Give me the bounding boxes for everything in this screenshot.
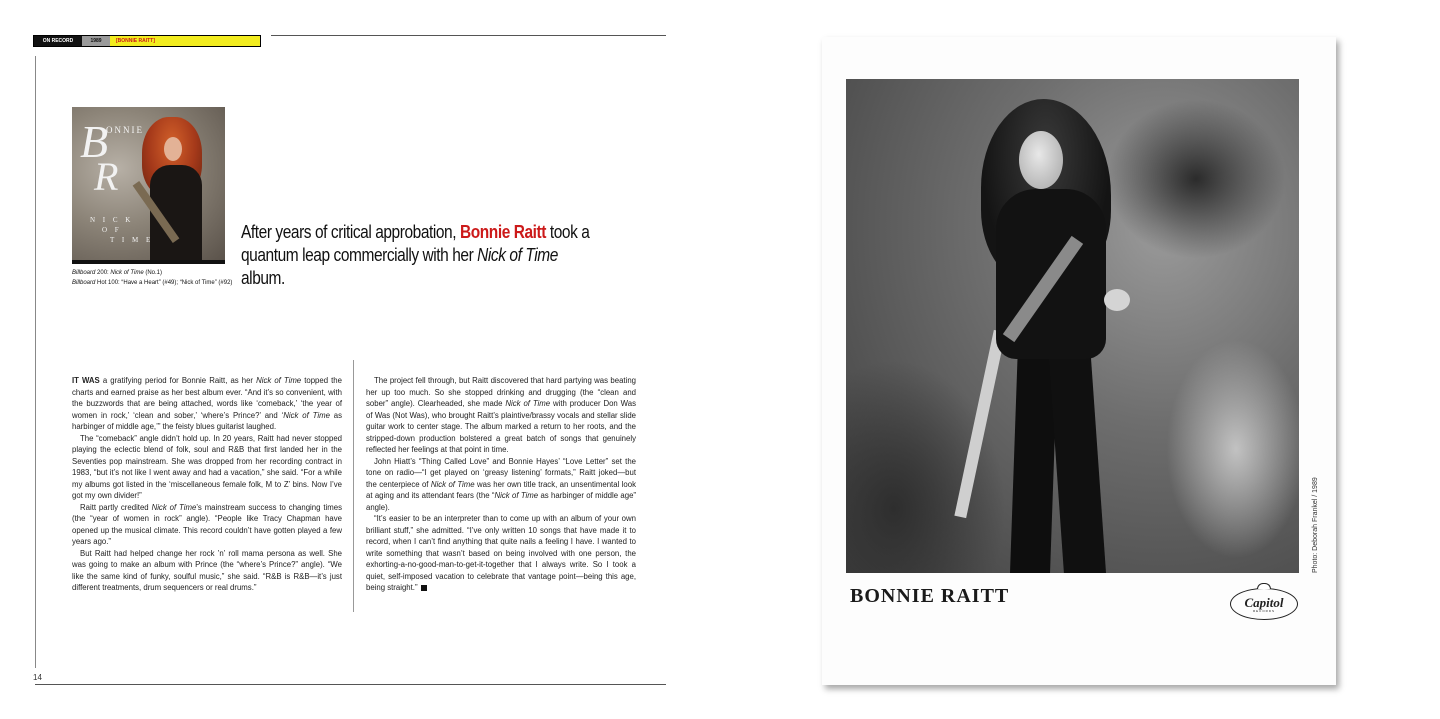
- article-column-1: [72, 375, 342, 594]
- article-paragraph: The project fell through, but Raitt discovered that hard partying was beating her up too much. So she stopped drinking and drugging (the “clean and sober” angle). Clearheaded, she made Nick of Time with producer Don Was of Was (Not Was), who brought Raitt’s plaintive/brassy vocals and stellar slide guitar work to center stage. The album marked a return to her roots, and the stripped-down production bolstered a great batch of songs that genuinely reflected her feelings at that point in time.: [366, 376, 636, 454]
- album-cover-image: [72, 107, 225, 260]
- section-label: ON RECORD: [34, 36, 82, 46]
- article-paragraph: The “comeback” angle didn’t hold up. In 20 years, Raitt had never stopped playing the eclectic blend of folk, soul and R&B that first landed her in the Seventies pop mainstream. She was dropped from her recording contract in 1983, “but it’s not like I went away and had a vacation,” she said. “For a while my albums got listed in the ‘miscellaneous female folk, M to Z’ bins. Now I’ve got my own divider!”: [72, 433, 342, 500]
- article-paragraph: John Hiatt’s “Thing Called Love” and Bonnie Hayes’ “Love Letter” set the tone on radio—“I get played on ‘greasy listening’ formats,” Raitt joked—but the centerpiece of Nick of Time was her own title track, an unsentimental look at aging and its attendant fears (the “Nick of Time as harbinger of middle age” angle).: [366, 456, 636, 512]
- cover-artist-text: ONNIE: [106, 125, 144, 135]
- card-artist-name: BONNIE RAITT: [850, 585, 1010, 607]
- article-paragraph: But Raitt had helped change her rock ’n’ roll mama persona as well. She was going to make an album with Prince (the “where’s Prince?” angle). “We like the same kind of funky, soulful music,” she said. “R&B is R&B—it’s just different treatments, drum sequencers or real drums.”: [72, 548, 342, 592]
- chart-positions: [72, 268, 232, 288]
- left-margin-rule: [35, 56, 36, 668]
- cover-title-line: O F: [102, 226, 122, 234]
- photo-hand: [1104, 289, 1130, 311]
- article-paragraph: “It’s easier to be an interpreter than to come up with an album of your own brilliant stuff,” she admitted. “I’ve only written 10 songs that have made it to record, when I can’t find anything that quite nails a feeling I have. I wanted to write something that wasn’t based on being involved with one person, the exhorting-a-no-good-man-to-get-it-together that I always write. So I took a quiet, self-imposed vacation to celebrate that vantage point—being this age, being straight.”: [366, 514, 636, 592]
- bottom-rule: [35, 684, 666, 685]
- page-number: 14: [33, 673, 42, 682]
- cover-initial-r: R: [94, 154, 119, 199]
- cover-title-line: T I M E: [110, 236, 154, 244]
- photo-leg: [1048, 338, 1107, 573]
- chart-line-singles: Billboard Hot 100: “Have a Heart” (#49); “Nick of Time” (#92): [72, 280, 233, 286]
- section-header-bar: [33, 35, 261, 47]
- photo-backdrop-highlight: [1166, 339, 1299, 559]
- photo-credit: Photo: Deborah Frankel / 1989: [1312, 477, 1319, 573]
- capitol-records-logo: [1230, 588, 1298, 620]
- capitol-logo-subtext: RECORDS: [1252, 608, 1275, 613]
- capitol-dome-icon: [1257, 583, 1271, 589]
- cover-title-line: N I C K: [90, 216, 134, 224]
- right-page: [720, 0, 1440, 719]
- cover-underline: [72, 260, 225, 264]
- artist-label: [BONNIE RAITT]: [110, 36, 260, 46]
- press-photo-card: [822, 37, 1336, 685]
- chart-line-album: Billboard 200: Nick of Time (No.1): [72, 270, 163, 276]
- cover-initial-b: B: [80, 116, 109, 167]
- end-of-article-mark: [421, 585, 427, 591]
- article-paragraph: Raitt partly credited Nick of Time’s mainstream success to changing times (the “year of women in rock” angle). “People like Tracy Chapman have opened up the musical climate. This record couldn’t have gotten played a few years ago.”: [72, 502, 342, 546]
- press-photo: [846, 79, 1299, 573]
- top-rule: [271, 35, 666, 36]
- headline: After years of critical approbation, Bonnie Raitt took a quantum leap commercially with her Nick of Time album.: [241, 222, 590, 288]
- article-column-2: [366, 375, 636, 594]
- column-divider: [353, 360, 354, 612]
- cover-album-title: [90, 215, 160, 245]
- headline-artist-name: Bonnie Raitt: [459, 222, 546, 242]
- photo-face: [1019, 131, 1063, 189]
- article-paragraph: IT WAS a gratifying period for Bonnie Raitt, as her Nick of Time topped the charts and earned praise as her best album ever. “And it’s so convenient, with the buzzwords that are being attached, words like ‘comeback,’ ‘the year of women in rock,’ ‘clean and sober,’ ‘where’s Prince?’ and ‘Nick of Time as harbinger of middle age,’” the feisty blues guitarist laughed.: [72, 376, 342, 431]
- cover-face: [164, 137, 182, 161]
- year-label: 1989: [82, 36, 110, 46]
- photo-backdrop-shadow: [1106, 99, 1286, 259]
- capitol-logo-text: Capitol: [1244, 594, 1284, 610]
